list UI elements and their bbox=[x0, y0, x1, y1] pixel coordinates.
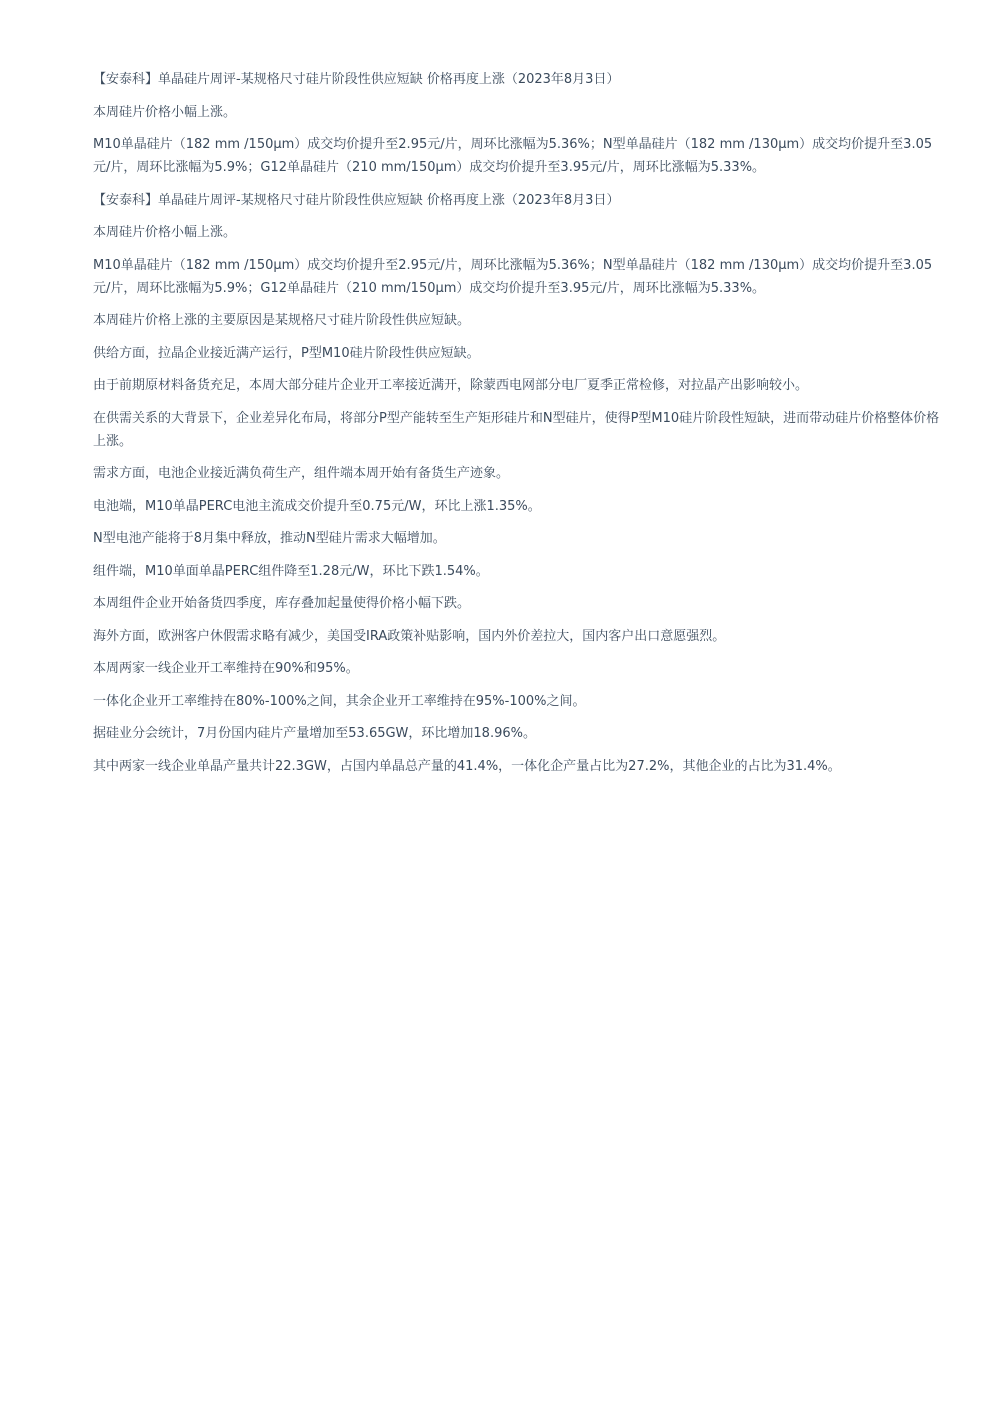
paragraph: 其中两家一线企业单晶产量共计22.3GW，占国内单晶总产量的41.4%，一体化企产量占比为27.2%，其他企业的占比为31.4%。 bbox=[93, 758, 841, 774]
paragraph: 本周硅片价格小幅上涨。 bbox=[93, 225, 237, 240]
paragraph: 需求方面，电池企业接近满负荷生产，组件端本周开始有备货生产迹象。 bbox=[93, 466, 510, 481]
document-body bbox=[93, 68, 949, 787]
paragraph: M10单晶硅片（182 mm /150μm）成交均价提升至2.95元/片，周环比涨幅为5.36%；N型单晶硅片（182 mm /130μm）成交均价提升至3.05元/片，周环比涨幅为5.9%；G12单晶硅片（210 mm/150μm）成交均价提升至3.95元/片，周环比涨幅为5.33%。 bbox=[93, 257, 933, 296]
paragraph: 据硅业分会统计，7月份国内硅片产量增加至53.65GW，环比增加18.96%。 bbox=[93, 726, 536, 741]
paragraph: 本周两家一线企业开工率维持在90%和95%。 bbox=[93, 661, 359, 676]
paragraph: 本周组件企业开始备货四季度，库存叠加起量使得价格小幅下跌。 bbox=[93, 596, 471, 611]
paragraph: 电池端，M10单晶PERC电池主流成交价提升至0.75元/W，环比上涨1.35%。 bbox=[93, 498, 541, 514]
paragraph: 由于前期原材料备货充足，本周大部分硅片企业开工率接近满开，除蒙西电网部分电厂夏季正常检修，对拉晶产出影响较小。 bbox=[93, 378, 809, 393]
article-title: 【安泰科】单晶硅片周评-某规格尺寸硅片阶段性供应短缺 价格再度上涨（2023年8月3日） bbox=[93, 72, 620, 87]
paragraph: 供给方面，拉晶企业接近满产运行，P型M10硅片阶段性供应短缺。 bbox=[93, 345, 480, 361]
paragraph: 一体化企业开工率维持在80%-100%之间，其余企业开工率维持在95%-100%之间。 bbox=[93, 693, 586, 709]
paragraph: 本周硅片价格小幅上涨。 bbox=[93, 104, 237, 120]
paragraph: 组件端，M10单面单晶PERC组件降至1.28元/W，环比下跌1.54%。 bbox=[93, 563, 489, 579]
paragraph: 本周硅片价格上涨的主要原因是某规格尺寸硅片阶段性供应短缺。 bbox=[93, 313, 471, 328]
paragraph: 海外方面，欧洲客户休假需求略有减少，美国受IRA政策补贴影响，国内外价差拉大，国内客户出口意愿强烈。 bbox=[93, 628, 726, 644]
article-title-repeat: 【安泰科】单晶硅片周评-某规格尺寸硅片阶段性供应短缺 价格再度上涨（2023年8月3日） bbox=[93, 192, 620, 208]
paragraph: N型电池产能将于8月集中释放，推动N型硅片需求大幅增加。 bbox=[93, 531, 446, 546]
paragraph: M10单晶硅片（182 mm /150μm）成交均价提升至2.95元/片，周环比涨幅为5.36%；N型单晶硅片（182 mm /130μm）成交均价提升至3.05元/片，周环比涨幅为5.9%；G12单晶硅片（210 mm/150μm）成交均价提升至3.95元/片，周环比涨幅为5.33%。 bbox=[93, 137, 933, 175]
paragraph: 在供需关系的大背景下，企业差异化布局，将部分P型产能转至生产矩形硅片和N型硅片，使得P型M10硅片阶段性短缺，进而带动硅片价格整体价格上涨。 bbox=[93, 410, 940, 449]
